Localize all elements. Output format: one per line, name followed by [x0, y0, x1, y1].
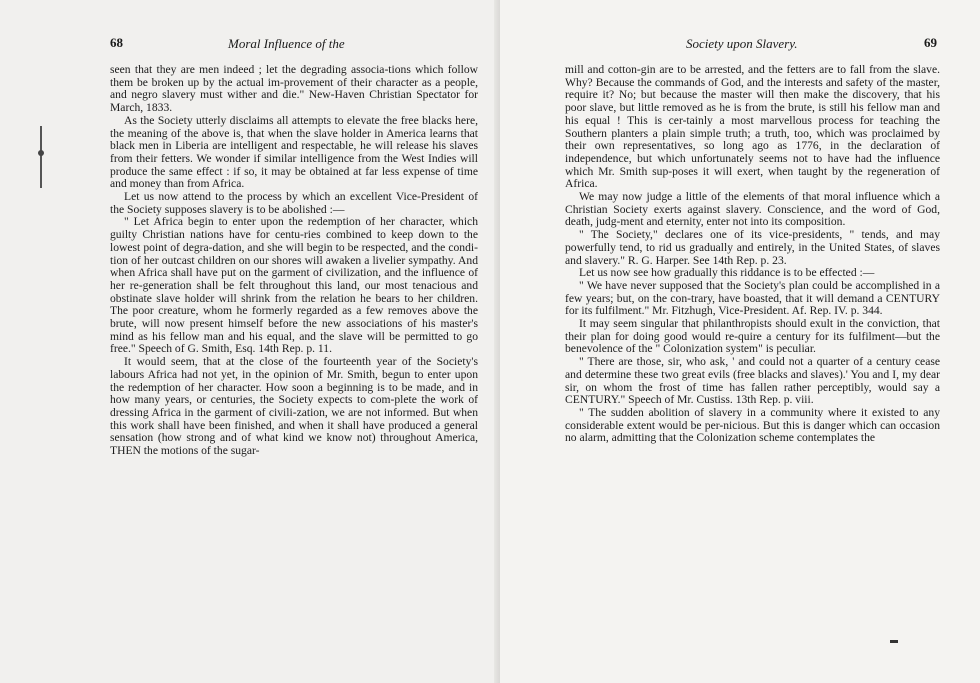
paragraph: Let us now see how gradually this riddance is to be effected :—	[579, 266, 875, 280]
left-running-head: Moral Influence of the	[228, 36, 345, 51]
paragraph: Let us now attend to the process by which an excellent Vice-President of the Society supposes slavery is to be abolished :—	[110, 190, 478, 216]
quotation-paragraph: " Let Africa begin to enter upon the redemption of her character, which guilty Christian nations have for centu-ries combined to keep down to the lowest point of degra-dation, and she will begin to be respected, and the condi-tion of her outcast children on our shores will awaken a livelier sympathy. And when Africa shall have put on the garment of civilization, and the influence of her re-generation shall be felt throughout this land, our most tenacious and obstinate slave holder will shrink from the relation he bears to her children. The poor creature, whom he formerly regarded as a few removes above the brute, will now present himself before the new associations of his master's mind as his fellow man and his equal, and the slave will be permitted to go free." Speech of G. Smith, Esq. 14th Rep. p. 11.	[110, 215, 478, 356]
quotation-paragraph: " We have never supposed that the Society's plan could be accomplished in a few years; but, on the con-trary, have boasted, that it will demand a CENTURY for its fulfilment." Mr. Fitzhugh, Vice-President. Af. Rep. IV. p. 344.	[565, 278, 940, 318]
margin-dot	[38, 150, 44, 156]
quotation-paragraph: " The sudden abolition of slavery in a community where it existed to any considerable extent would be per-nicious. But this is danger which can occasion no alarm, admitting that the Colonization scheme contemplates the	[565, 405, 940, 445]
right-page	[500, 0, 980, 683]
quotation-paragraph: " The Society," declares one of its vice-presidents, " tends, and may powerfully tend, to rid us gradually and entirely, in the United States, of slaves and slavery." R. G. Harper. See 14th Rep. p. 23.	[565, 228, 940, 267]
paragraph: We may now judge a little of the elements of that moral influence which a Christian Society exerts against slavery. Conscience, and the word of God, death, judg-ment and eternity, enter not into its composition.	[565, 190, 940, 229]
paragraph: mill and cotton-gin are to be arrested, and the fetters are to fall from the slave. Why? Because the commands of God, and the interests and safety of the master, require it? No; but because the master will then make the discovery, that his poor slave, but little removed as he is from the brute, is still his fellow man and his equal ! This is cer-tainly a most marvellous process for teaching the Southern planters a plain simple truth; a truth, too, which was proclaimed by their own representatives, so long ago as 1776, in the declaration of independence, but which unfortunately seems not to have had the influence which Mr. Smith sup-poses it will exert, when taught by the regeneration of Africa.	[565, 63, 940, 191]
right-page-number: 69	[924, 35, 937, 50]
quotation-paragraph: " There are those, sir, who ask, ' and could not a quarter of a century cease and determine these two great evils (free blacks and slaves).' You and I, my dear sir, on whom the frost of time has fallen rather perceptibly, would say a CENTURY." Speech of Mr. Custiss. 13th Rep. p. viii.	[565, 355, 940, 407]
right-text-column	[565, 64, 940, 445]
paragraph: seen that they are men indeed ; let the degrading associa-tions which follow them be broken up by the actual im-provement of their character as a people, and negro slavery must wither and die." New-Haven Christian Spectator for March, 1833.	[110, 63, 478, 115]
paragraph: As the Society utterly disclaims all attempts to elevate the free blacks here, the meaning of the above is, that when the slave holder in America learns that black men in Liberia are intelligent and respectable, he will release his slaves from their fetters. We wonder if similar intelligence from the West Indies will produce the same effect : if so, it may be obtained at far less expense of time and money than from Africa.	[110, 113, 478, 191]
paragraph: It would seem, that at the close of the fourteenth year of the Society's labours Africa had not yet, in the opinion of Mr. Smith, begun to enter upon the redemption of her character. How soon a beginning is to be made, and in how many years, or centuries, the Society expects to com-plete the work of dressing Africa in the garment of civili-zation, we are not informed. But when this work shall have been finished, and when it shall have produced a general sensation (how strong and of what kind we know not) throughout America, THEN the motions of the sugar-	[110, 355, 478, 458]
right-running-head: Society upon Slavery.	[686, 36, 798, 51]
left-text-column	[110, 64, 478, 458]
left-page-number: 68	[110, 35, 123, 50]
ink-speck	[890, 640, 898, 643]
paragraph: It may seem singular that philanthropists should exult in the conviction, that their plan for doing good would re-quire a century for its fulfilment—but the benevolence of the " Colonization system" is peculiar.	[565, 317, 940, 356]
margin-mark	[40, 126, 42, 188]
